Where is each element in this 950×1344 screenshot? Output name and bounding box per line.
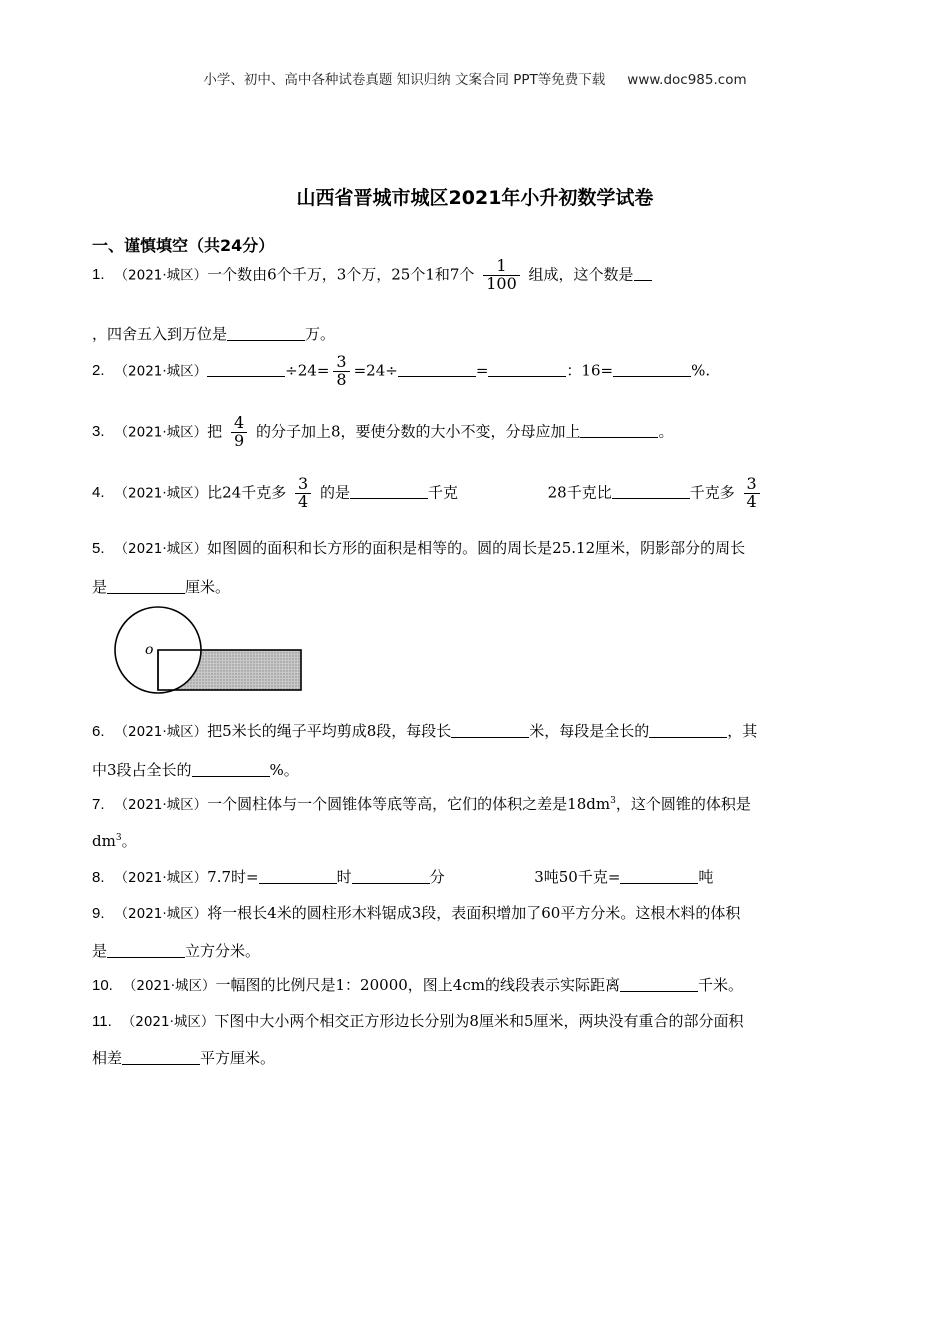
question-source: （2021·城区）	[114, 424, 208, 441]
question-text: ，其	[727, 722, 758, 740]
question-text: 吨	[698, 868, 714, 886]
question-number: 11.	[92, 1013, 112, 1030]
question-text: 一个圆柱体与一个圆锥体等底等高，它们的体积之差是18dm	[207, 795, 611, 813]
fraction-numerator: 3	[336, 352, 347, 371]
question-text: 是	[92, 942, 108, 960]
question-text: %.	[691, 361, 711, 380]
answer-blank[interactable]	[620, 975, 698, 992]
question-text: 。	[658, 422, 674, 441]
fraction	[295, 476, 311, 511]
answer-blank[interactable]	[192, 760, 270, 777]
question-source: （2021·城区）	[114, 724, 208, 740]
question-9	[92, 902, 740, 923]
question-text: 立方分米。	[185, 942, 261, 960]
question-text: %。	[269, 761, 299, 779]
fraction-numerator: 4	[233, 413, 245, 432]
question-number: 6.	[92, 723, 105, 740]
question-text: 米，每段是全长的	[529, 722, 650, 740]
question-source: （2021·城区）	[114, 485, 208, 502]
question-text: 千克	[428, 483, 459, 502]
question-9-cont	[92, 940, 260, 961]
circle-rectangle-figure	[112, 604, 312, 700]
shaded-region	[158, 650, 301, 690]
question-text: ÷24=	[285, 361, 330, 380]
question-text: 的分子加上8，要使分数的大小不变，分母应加上	[255, 422, 581, 441]
question-text: 将一根长4米的圆柱形木料锯成3段，表面积增加了60平方分米。这根木料的体积	[207, 904, 741, 922]
answer-blank[interactable]	[398, 360, 476, 377]
question-text: 如图圆的面积和长方形的面积是相等的。圆的周长是25.12厘米，阴影部分的周长	[207, 539, 746, 557]
question-8	[92, 866, 713, 887]
question-text: 的是	[320, 483, 351, 502]
question-text: 把5米长的绳子平均剪成8段，每段长	[207, 722, 452, 740]
page-header	[0, 68, 950, 88]
header-url[interactable]: www.doc985.com	[627, 72, 747, 88]
fraction-denominator: 9	[231, 432, 247, 450]
question-3	[92, 415, 674, 450]
question-text: 比24千克多	[207, 483, 287, 502]
answer-blank[interactable]	[107, 941, 185, 958]
fraction-numerator: 1	[496, 256, 507, 275]
question-1	[92, 258, 652, 293]
question-text: 平方厘米。	[200, 1049, 276, 1067]
question-text: 28千克比	[547, 483, 612, 502]
question-text: =24÷	[353, 361, 398, 380]
page-title: 山西省晋城市城区2021年小升初数学试卷	[296, 187, 654, 209]
fraction-numerator: 3	[746, 474, 757, 493]
figure-svg	[112, 604, 312, 696]
question-5	[92, 537, 745, 558]
question-text: 千米。	[697, 976, 743, 994]
question-source: （2021·城区）	[114, 797, 208, 813]
question-source: （2021·城区）	[114, 541, 208, 557]
fraction	[744, 476, 760, 511]
question-5-cont	[92, 576, 230, 597]
question-11-cont	[92, 1047, 275, 1068]
fraction	[231, 415, 247, 450]
question-text: 下图中大小两个相交正方形边长分别为8厘米和5厘米，两块没有重合的部分面积	[214, 1012, 744, 1030]
question-text: 组成，这个数是	[528, 265, 634, 284]
center-label: o	[145, 642, 154, 658]
question-number: 2.	[92, 362, 105, 380]
question-text: 千克多	[689, 483, 735, 502]
answer-blank[interactable]	[613, 360, 691, 377]
answer-blank[interactable]	[634, 264, 652, 281]
question-text: 是	[92, 578, 108, 596]
fraction-numerator: 3	[298, 474, 309, 493]
answer-blank[interactable]	[612, 482, 690, 499]
fraction	[483, 258, 520, 293]
answer-blank[interactable]	[350, 482, 428, 499]
answer-blank[interactable]	[649, 721, 727, 738]
answer-blank[interactable]	[451, 721, 529, 738]
question-number: 4.	[92, 484, 105, 502]
question-text: 。	[121, 832, 137, 850]
question-text: 一个数由6个千万，3个万，25个1和7个	[207, 265, 475, 284]
question-text: ，四舍五入到万位是	[92, 325, 228, 343]
answer-blank[interactable]	[227, 324, 305, 341]
question-source: （2021·城区）	[121, 1014, 215, 1030]
question-source: （2021·城区）	[114, 870, 208, 886]
answer-blank[interactable]	[122, 1048, 200, 1065]
question-number: 1.	[92, 266, 105, 284]
answer-blank[interactable]	[207, 360, 285, 377]
question-text: 厘米。	[185, 578, 231, 596]
answer-blank[interactable]	[259, 867, 337, 884]
answer-blank[interactable]	[580, 421, 658, 438]
question-text: ：16=	[566, 361, 614, 380]
question-number: 3.	[92, 423, 105, 441]
question-source: （2021·城区）	[114, 267, 208, 284]
fraction-denominator: 8	[333, 371, 349, 389]
superscript: 3	[610, 796, 616, 806]
question-number: 9.	[92, 905, 105, 922]
fraction-denominator: 100	[483, 275, 520, 293]
answer-blank[interactable]	[488, 360, 566, 377]
question-text: 分	[429, 868, 445, 886]
question-text: dm	[92, 832, 116, 850]
section-heading: 一、谨慎填空（共24分）	[92, 236, 275, 255]
superscript: 3	[115, 833, 122, 843]
question-text: 时	[336, 868, 352, 886]
question-text: 中3段占全长的	[92, 761, 192, 779]
fraction-denominator: 4	[295, 493, 311, 511]
answer-blank[interactable]	[352, 867, 430, 884]
question-number: 8.	[92, 869, 105, 886]
question-10	[92, 974, 743, 995]
answer-blank[interactable]	[107, 577, 185, 594]
fraction-denominator: 4	[744, 493, 760, 511]
question-text: 一幅图的比例尺是1：20000，图上4cm的线段表示实际距离	[215, 976, 620, 994]
question-4	[92, 476, 764, 511]
question-number: 10.	[92, 977, 113, 994]
fraction	[333, 354, 349, 389]
question-1-cont	[92, 323, 335, 344]
question-number: 5.	[92, 540, 105, 557]
question-text: 万。	[305, 325, 336, 343]
question-text: 相差	[92, 1049, 123, 1067]
question-6-cont	[92, 759, 299, 780]
question-source: （2021·城区）	[114, 906, 208, 922]
header-text: 小学、初中、高中各种试卷真题 知识归纳 文案合同 PPT等免费下载	[203, 72, 606, 88]
question-7	[92, 793, 751, 814]
question-text: 3吨50千克=	[534, 868, 621, 886]
question-source: （2021·城区）	[122, 978, 216, 994]
question-text: 7.7时=	[207, 868, 259, 886]
answer-blank[interactable]	[620, 867, 698, 884]
question-text: =	[475, 361, 489, 380]
question-2	[92, 354, 710, 389]
question-7-cont	[92, 830, 137, 851]
question-source: （2021·城区）	[114, 363, 208, 380]
question-text: 把	[207, 422, 223, 441]
question-text: ，这个圆锥的体积是	[615, 795, 751, 813]
question-number: 7.	[92, 796, 105, 813]
question-11	[92, 1010, 744, 1031]
question-6	[92, 720, 757, 741]
